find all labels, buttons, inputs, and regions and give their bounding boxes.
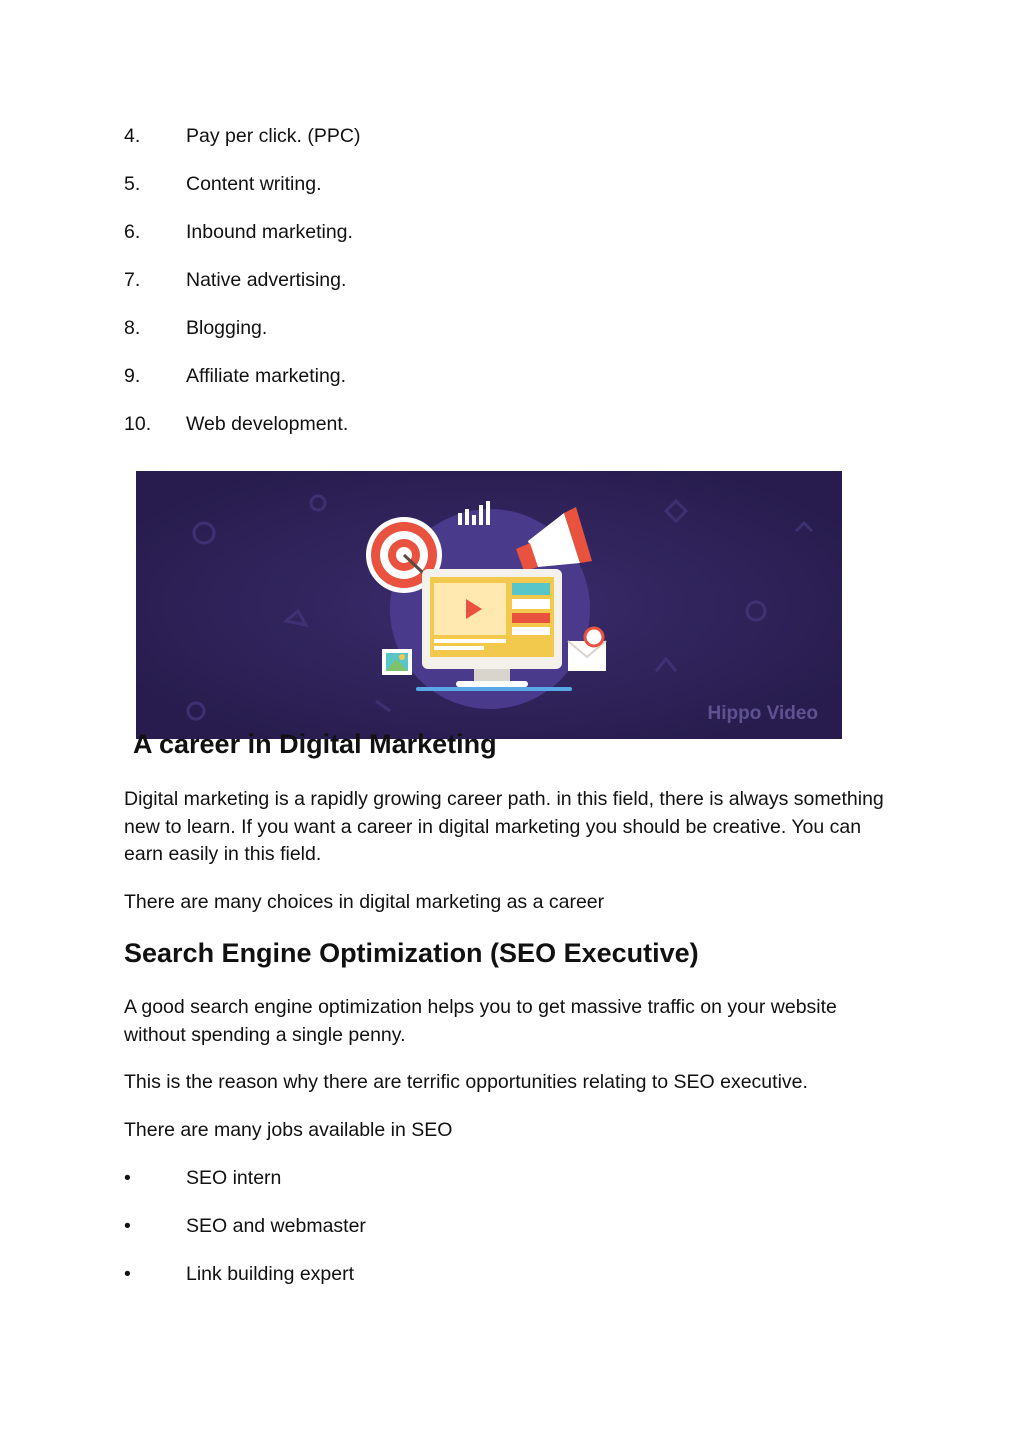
bullet-icon: • — [124, 1263, 131, 1285]
list-number: 4. — [124, 125, 141, 147]
list-text: Blogging. — [186, 317, 268, 339]
career-paragraph-choices: There are many choices in digital marketing as a career — [124, 891, 605, 913]
seo-paragraph: A good search engine optimization helps you to get massive traffic on your website without spending a single penny. — [124, 996, 837, 1046]
list-text: Native advertising. — [186, 269, 347, 291]
image-icon — [382, 649, 412, 675]
seo-paragraph-reason: This is the reason why there are terrific opportunities relating to SEO executive. — [124, 1071, 808, 1093]
list-number: 6. — [124, 221, 141, 243]
list-number: 5. — [124, 173, 141, 195]
list-text: Web development. — [186, 413, 349, 435]
bullet-text: SEO intern — [186, 1167, 282, 1189]
list-text: Content writing. — [186, 173, 322, 195]
bullet-icon: • — [124, 1215, 131, 1237]
banner-watermark: Hippo Video — [707, 703, 818, 724]
list-number: 8. — [124, 317, 141, 339]
list-number: 10. — [124, 413, 152, 435]
list-number: 9. — [124, 365, 141, 387]
bullet-text: Link building expert — [186, 1263, 355, 1285]
list-text: Affiliate marketing. — [186, 365, 347, 387]
list-number: 7. — [124, 269, 141, 291]
career-heading: A career in Digital Marketing — [133, 729, 497, 759]
bullet-text: SEO and webmaster — [186, 1215, 366, 1237]
list-text: Inbound marketing. — [186, 221, 353, 243]
seo-paragraph-jobs: There are many jobs available in SEO — [124, 1119, 453, 1141]
seo-heading: Search Engine Optimization (SEO Executive) — [124, 938, 699, 968]
career-paragraph: Digital marketing is a rapidly growing career path. in this field, there is always something new to learn. If you want a career in digital marketing you should be creative. You can earn easily in this field. — [124, 788, 884, 865]
bullet-icon: • — [124, 1167, 131, 1189]
digital-marketing-banner — [136, 471, 842, 739]
list-text: Pay per click. (PPC) — [186, 125, 361, 147]
